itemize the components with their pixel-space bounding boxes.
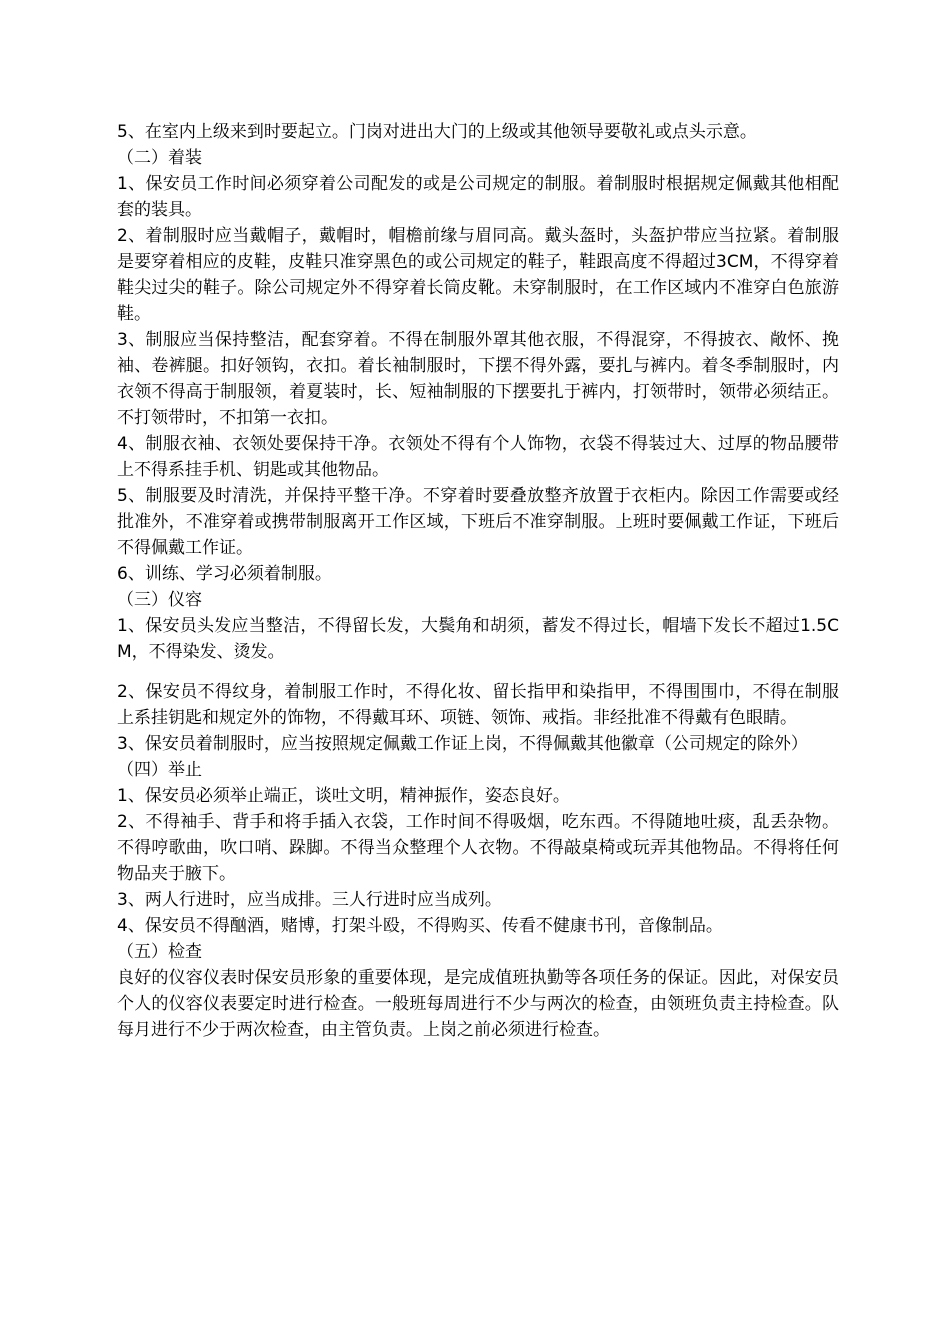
paragraph: 2、着制服时应当戴帽子，戴帽时，帽檐前缘与眉同高。戴头盔时，头盔护带应当拉紧。着制服是要穿着相应的皮鞋，皮鞋只准穿黑色的或公司规定的鞋子，鞋跟高度不得超过3CM，不得穿着鞋尖过尖的鞋子。除公司规定外不得穿着长筒皮靴。未穿制服时，在工作区域内不准穿白色旅游鞋。	[117, 226, 839, 324]
paragraph: 2、保安员不得纹身，着制服工作时，不得化妆、留长指甲和染指甲，不得围围巾，不得在制服上系挂钥匙和规定外的饰物，不得戴耳环、项链、领饰、戒指。非经批准不得戴有色眼睛。	[117, 682, 839, 728]
paragraph: 良好的仪容仪表时保安员形象的重要体现，是完成值班执勤等各项任务的保证。因此，对保安员个人的仪容仪表要定时进行检查。一般班每周进行不少与两次的检查，由领班负责主持检查。队每月进行不少于两次检查，由主管负责。上岗之前必须进行检查。	[117, 968, 839, 1040]
section-heading-behavior: （四）举止	[117, 760, 202, 780]
paragraph: 4、制服衣袖、衣领处要保持干净。衣领处不得有个人饰物，衣袋不得装过大、过厚的物品腰带上不得系挂手机、钥匙或其他物品。	[117, 434, 839, 480]
paragraph: 1、保安员必须举止端正，谈吐文明，精神振作，姿态良好。	[117, 786, 570, 806]
paragraph: 4、保安员不得酗酒，赌博，打架斗殴，不得购买、传看不健康书刊，音像制品。	[117, 916, 723, 936]
paragraph: 2、不得袖手、背手和将手插入衣袋，工作时间不得吸烟，吃东西。不得随地吐痰，乱丢杂物。不得哼歌曲，吹口哨、跺脚。不得当众整理个人衣物。不得敲桌椅或玩弄其他物品。不得将任何物品夹于腋下。	[117, 812, 839, 884]
document-body	[117, 119, 839, 1043]
section-heading-attire: （二）着装	[117, 148, 202, 168]
paragraph: 1、保安员头发应当整洁，不得留长发，大鬓角和胡须，蓄发不得过长，帽墙下发长不超过1.5CM，不得染发、烫发。	[117, 616, 839, 662]
paragraph: 5、在室内上级来到时要起立。门岗对进出大门的上级或其他领导要敬礼或点头示意。	[117, 122, 757, 142]
paragraph: 5、制服要及时清洗，并保持平整干净。不穿着时要叠放整齐放置于衣柜内。除因工作需要或经批准外，不准穿着或携带制服离开工作区域，下班后不准穿制服。上班时要佩戴工作证，下班后不得佩戴工作证。	[117, 486, 839, 558]
paragraph: 3、保安员着制服时，应当按照规定佩戴工作证上岗，不得佩戴其他徽章（公司规定的除外）	[117, 734, 808, 754]
section-heading-inspection: （五）检查	[117, 942, 202, 962]
paragraph: 1、保安员工作时间必须穿着公司配发的或是公司规定的制服。着制服时根据规定佩戴其他相配套的装具。	[117, 174, 839, 220]
section-heading-appearance: （三）仪容	[117, 590, 202, 610]
paragraph: 3、两人行进时，应当成排。三人行进时应当成列。	[117, 890, 502, 910]
paragraph: 6、训练、学习必须着制服。	[117, 564, 332, 584]
paragraph: 3、制服应当保持整洁，配套穿着。不得在制服外罩其他衣服，不得混穿，不得披衣、敞怀、挽袖、卷裤腿。扣好领钩，衣扣。着长袖制服时，下摆不得外露，要扎与裤内。着冬季制服时，内衣领不得高于制服领，着夏装时，长、短袖制服的下摆要扎于裤内，打领带时，领带必须结正。不打领带时，不扣第一衣扣。	[117, 330, 839, 428]
